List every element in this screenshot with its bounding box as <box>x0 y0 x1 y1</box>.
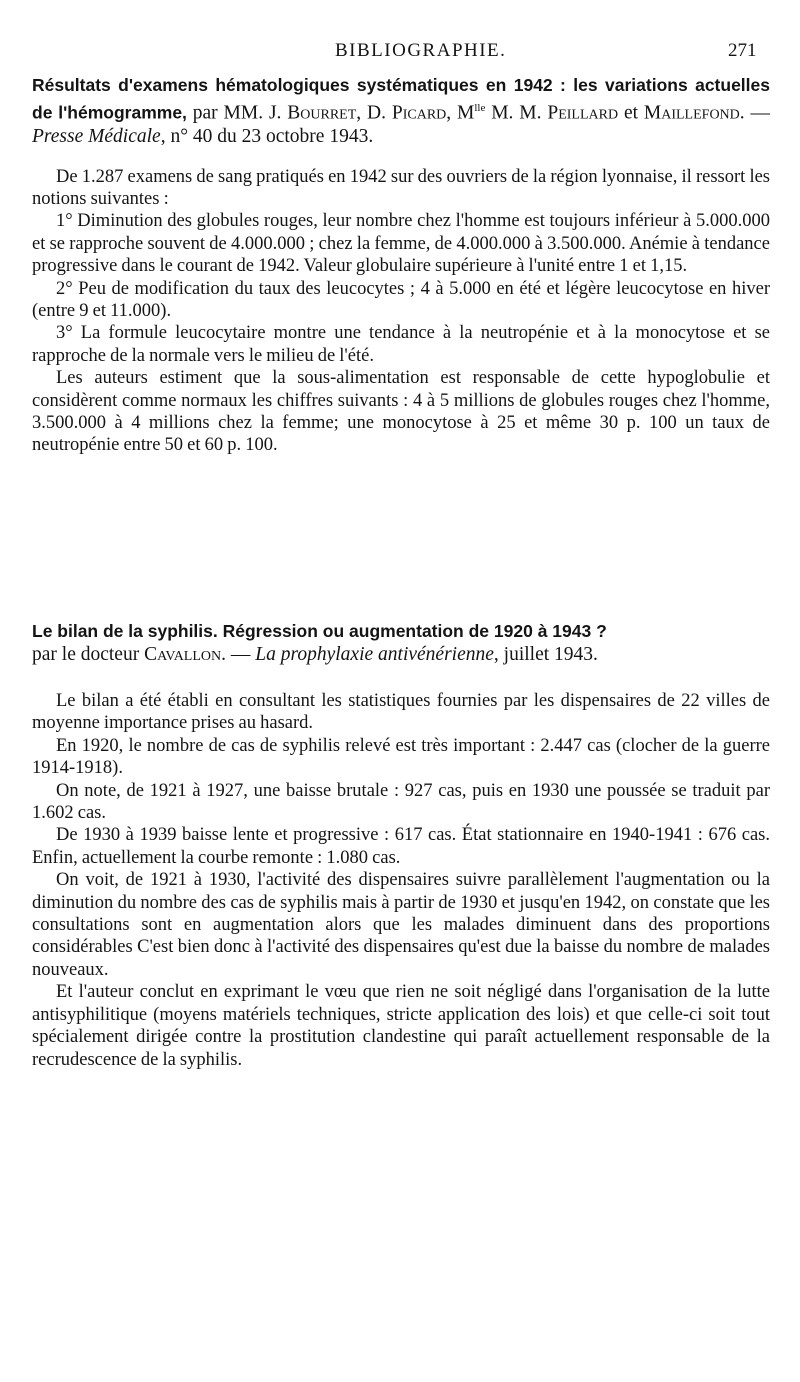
authors-prefix: par le docteur <box>32 644 145 665</box>
running-title: BIBLIOGRAPHIE. <box>335 40 507 61</box>
article-title-block <box>32 74 770 148</box>
paragraph: 2° Peu de modification du taux des leucocytes ; 4 à 5.000 en été et légère leucocytose en hiver (entre 9 et 11.000). <box>32 278 770 321</box>
article-title: Résultats d'examens hématologiques systématiques en 1942 : les variations actuelles de l'hémogramme, <box>32 75 770 123</box>
author-name: Maillefond <box>643 102 740 124</box>
paragraph: Le bilan a été établi en consultant les statistiques fournies par les dispensaires de 22 villes de moyenne importance prises au hasard. <box>32 691 770 734</box>
paragraph: On voit, de 1921 à 1930, l'activité des dispensaires suivre parallèlement l'augmentation ou la diminution du nombre des cas de syphilis mais à partir de 1930 et jusqu'en 1942, on constate que les consultations sont en augmentation alors que les malades diminuent dans des proportions considérables C'est bien donc à l'activité des dispensaires qu'est due la baisse du nombre de malades nouveaux. <box>32 870 770 980</box>
article-title-block <box>32 620 770 666</box>
separator: M. M. <box>485 102 548 124</box>
separator: , D. <box>356 102 392 124</box>
author-name: Peillard <box>547 102 619 124</box>
author-name: Picard <box>391 102 447 124</box>
separator: et <box>618 102 644 124</box>
journal-name: La prophylaxie antivénérienne <box>255 644 494 665</box>
article-body <box>32 690 770 1071</box>
article-syphilis <box>32 620 770 1071</box>
citation: , juillet 1943. <box>493 644 598 665</box>
paragraph: 1° Diminution des globules rouges, leur nombre chez l'homme est toujours inférieur à 5.000.000 et se rapproche souvent de 4.000.000 ; chez la femme, de 4.000.000 à 3.500.000. Anémie à tendance progressive dans le courant de 1942. Valeur globulaire supérieure à l'unité entre 1 et 1,15. <box>32 211 770 277</box>
article-title: Le bilan de la syphilis. Régression ou augmentation de 1920 à 1943 ? <box>32 621 607 641</box>
paragraph: Les auteurs estiment que la sous-alimentation est responsable de cette hypoglobulie et considèrent comme normaux les chiffres suivants : 4 à 5 millions de globules rouges chez l'homme, 3.500.000 à 4 millions chez la femme; une monocytose à 25 et même 30 p. 100 un taux de neutropénie entre 50 et 60 p. 100. <box>32 368 770 456</box>
paragraph: On note, de 1921 à 1927, une baisse brutale : 927 cas, puis en 1930 une poussée se traduit par 1.602 cas. <box>32 780 770 824</box>
paragraph: En 1920, le nombre de cas de syphilis relevé est très important : 2.447 cas (clocher de la guerre 1914-1918). <box>32 735 770 779</box>
paragraph: De 1930 à 1939 baisse lente et progressive : 617 cas. État stationnaire en 1940-1941 : 676 cas. Enfin, actuellement la courbe remonte : 1.080 cas. <box>32 825 770 868</box>
journal-name: Presse Médicale <box>32 125 161 147</box>
separator: , M <box>446 102 475 124</box>
page-header <box>0 36 800 66</box>
paragraph: De 1.287 examens de sang pratiqués en 1942 sur des ouvriers de la région lyonnaise, il ressort les notions suivantes : <box>32 166 770 209</box>
author-name: Bourret <box>287 102 357 124</box>
title-abbrev: lle <box>474 102 486 114</box>
page-number: 271 <box>728 40 757 61</box>
citation: , n° 40 du 23 octobre 1943. <box>160 125 374 147</box>
authors-prefix: par MM. J. <box>186 102 288 124</box>
article-hematology <box>32 74 770 457</box>
separator: . — <box>739 102 771 124</box>
separator: . — <box>221 644 256 665</box>
author-name: Cavallon <box>144 644 222 665</box>
article-body <box>32 166 770 457</box>
paragraph: Et l'auteur conclut en exprimant le vœu que rien ne soit négligé dans l'organisation de la lutte antisyphilitique (moyens matériels techniques, stricte application des lois) et que celle-ci soit tout spécialement dirigée contre la prostitution clandestine qui paraît actuellement responsable de la recrudescence de la syphilis. <box>32 982 770 1070</box>
paragraph: 3° La formule leucocytaire montre une tendance à la neutropénie et à la monocytose et se rapproche de la normale vers le milieu de l'été. <box>32 323 770 366</box>
